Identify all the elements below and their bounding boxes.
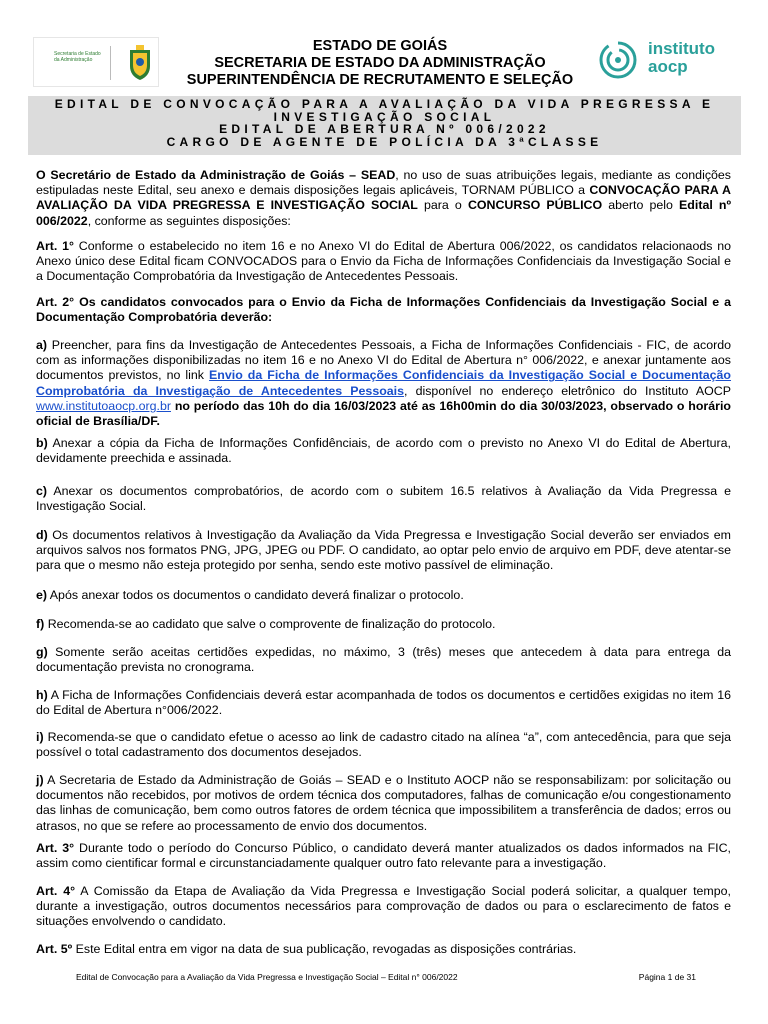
item-a bbox=[36, 338, 731, 429]
page-footer bbox=[76, 972, 696, 982]
instituto-aocp-website-link[interactable]: www.institutoaocp.org.br bbox=[36, 398, 171, 413]
intro-text-3: aberto pelo bbox=[602, 198, 680, 213]
item-g bbox=[36, 645, 731, 675]
intro-text-2: para o bbox=[417, 198, 468, 213]
item-a-text-2: , disponível no endereço eletrônico do Instituto AOCP bbox=[404, 383, 731, 398]
document-header bbox=[160, 38, 600, 89]
banner-line-2: INVESTIGAÇÃO SOCIAL bbox=[273, 109, 496, 124]
intro-concurso: CONCURSO PÚBLICO bbox=[467, 198, 603, 213]
item-d bbox=[36, 528, 731, 574]
item-h-label: h) bbox=[36, 688, 48, 702]
banner-line-4: CARGO DE AGENTE DE POLÍCIA DA 3ªCLASSE bbox=[166, 134, 603, 149]
item-b-text: Anexar a cópia da Ficha de Informações Confidênciais, de acordo com o previsto no Anexo VI do Edital de Abertura, devidamente preechida e assinada. bbox=[36, 436, 731, 466]
aocp-word-instituto: instituto bbox=[648, 39, 716, 58]
item-a-text-1: Preencher, para fins da Investigação de Antecedentes Pessoais, a Ficha de Informações Confidenciais - FIC, de acordo com as informações disponibilizadas no item 16 e no Anexo VI do Edital de Abertura n° 006/2022, e anexar juntamente aos documentos previstos, no link bbox=[36, 338, 731, 383]
header-secretariat: SECRETARIA DE ESTADO DA ADMINISTRAÇÃO bbox=[214, 55, 546, 71]
page-number: Página 1 de 31 bbox=[638, 972, 696, 982]
item-g-label: g) bbox=[36, 645, 48, 659]
item-e-label: e) bbox=[36, 588, 48, 602]
footer-edital-reference: Edital de Convocação para a Avaliação da Vida Pregressa e Investigação Social – Edital n° 006/2022 bbox=[76, 972, 458, 982]
intro-text-1: , no uso de suas atribuições legais, mediante as condições estipuladas neste Edital, seu anexo e demais disposições legais aplicáveis, TORNAM PÚBLICO a bbox=[36, 168, 732, 198]
item-j bbox=[36, 773, 731, 834]
goias-government-logo bbox=[33, 37, 159, 87]
item-j-text: A Secretaria de Estado da Administração de Goiás – SEAD e o Instituto AOCP não se responsabilizam: por solicitação ou documentos não recebidos, por motivos de ordem técnica dos computadores, falhas de comunicação e/ou congestionamento das linhas de comunicação, bem como outros fatores de ordem técnica que impossibilitem a transferência de dados; erros ou atrasos, no que se refere ao processamento de envio dos documentos. bbox=[36, 773, 731, 833]
edital-title-banner bbox=[28, 96, 741, 155]
article-5 bbox=[36, 942, 731, 957]
article-4 bbox=[36, 884, 731, 930]
item-d-text: Os documentos relativos à Investigação da Avaliação da Vida Pregressa e Investigação Social deverão ser enviados em arquivos salvos nos formatos PNG, JPG, JPEG ou PDF. O candidato, ao optar pelo envio de arquivo em PDF, deve atentar-se para que o mesmo não esteja protegido por senha, sendo este motivo passível de eliminação. bbox=[36, 528, 731, 573]
intro-convocation: CONVOCAÇÃO PARA A AVALIAÇÃO DA VIDA PREGRESSA E INVESTIGAÇÃO SOCIAL bbox=[36, 183, 731, 213]
article-2-label: Art. 2° bbox=[36, 295, 75, 309]
intro-secretary: O Secretário de Estado da Administração de Goiás – SEAD bbox=[36, 168, 396, 182]
envio-ficha-link[interactable]: Envio da Ficha de Informações Confidenciais da Investigação Social e Documentação Comprobatória da Investigação de Antecedentes Pessoais bbox=[36, 368, 732, 398]
header-superintendence: SUPERINTENDÊNCIA DE RECRUTAMENTO E SELEÇÃO bbox=[186, 72, 574, 88]
article-1-label: Art. 1° bbox=[36, 239, 74, 253]
banner-line-1: EDITAL DE CONVOCAÇÃO PARA A AVALIAÇÃO DA VIDA PREGRESSA E bbox=[54, 97, 715, 111]
article-5-text: Este Edital entra em vigor na data de sua publicação, revogadas as disposições contrárias. bbox=[72, 942, 577, 956]
banner-line-3: EDITAL DE ABERTURA Nº 006/2022 bbox=[219, 122, 550, 136]
article-2-text: Os candidatos convocados para o Envio da Ficha de Informações Confidenciais da Investigação Social e a Documentação Comprobatória deverão: bbox=[36, 295, 731, 325]
article-3-label: Art. 3° bbox=[36, 841, 75, 855]
item-e bbox=[36, 588, 731, 603]
aocp-emblem-icon bbox=[598, 40, 638, 80]
article-1 bbox=[36, 239, 731, 285]
item-a-label: a) bbox=[36, 338, 48, 352]
intro-text-4: , conforme as seguintes disposições: bbox=[87, 213, 291, 228]
item-c-text: Anexar os documentos comprobatórios, de acordo com o subitem 16.5 relativos à Avaliação da Vida Pregressa e Investigação Social. bbox=[36, 484, 731, 514]
item-i bbox=[36, 730, 731, 760]
article-1-text: Conforme o estabelecido no item 16 e no Anexo VI do Edital de Abertura 006/2022, os candidatos relacionaods no Anexo único dese Edital ficam CONVOCADOS para o Envio da Ficha de Informações Confidenciais da Investigação Social e a Documentação Comprobatória da Investigação de Antecedentes Pessoais. bbox=[36, 239, 731, 284]
logo-gov-text: Secretaria de Estado da Administração bbox=[54, 51, 101, 63]
article-3-text: Durante todo o período do Concurso Público, o candidato deverá manter atualizados os dados informados na FIC, assim como cientificar formal e circunstanciadamente qualquer outro fato relevante para a investigação. bbox=[36, 841, 731, 871]
intro-paragraph bbox=[36, 168, 731, 229]
article-2 bbox=[36, 295, 731, 325]
item-a-period: no período das 10h do dia 16/03/2023 até as 16h00min do dia 30/03/2023, observado o horário oficial de Brasília/DF. bbox=[36, 398, 731, 429]
item-f-label: f) bbox=[36, 617, 45, 631]
intro-edital-number: Edital nº 006/2022 bbox=[36, 198, 731, 228]
item-f bbox=[36, 617, 731, 632]
instituto-aocp-logo bbox=[598, 38, 728, 82]
aocp-wordmark bbox=[648, 40, 715, 76]
item-d-label: d) bbox=[36, 528, 48, 542]
item-e-text: Após anexar todos os documentos o candidato deverá finalizar o protocolo. bbox=[47, 588, 464, 602]
item-i-text: Recomenda-se que o candidato efetue o acesso ao link de cadastro citado na alínea “a”, com antecedência, para que seja possível o total cadastramento dos documentos desejados. bbox=[36, 730, 731, 760]
article-5-label: Art. 5º bbox=[36, 942, 73, 956]
item-c-label: c) bbox=[36, 484, 48, 498]
logo-divider bbox=[110, 46, 111, 80]
article-3 bbox=[36, 841, 731, 871]
article-4-text: A Comissão da Etapa de Avaliação da Vida Pregressa e Investigação Social poderá solicitar, a qualquer tempo, durante a investigação, outros documentos necessários para comprovação de dados ou para o esclarecimento de fatos e situações envolvendo o candidato. bbox=[36, 884, 731, 929]
header-state: ESTADO DE GOIÁS bbox=[312, 38, 448, 54]
item-b-label: b) bbox=[36, 436, 48, 450]
item-c bbox=[36, 484, 731, 514]
aocp-word-aocp: aocp bbox=[648, 57, 688, 76]
item-h-text: A Ficha de Informações Confidenciais deverá estar acompanhada de todos os documentos e certidões exigidas no item 16 do Edital de Abertura n°006/2022. bbox=[36, 688, 731, 718]
item-b bbox=[36, 436, 731, 466]
item-j-label: j) bbox=[36, 773, 44, 787]
article-4-label: Art. 4° bbox=[36, 884, 76, 898]
item-f-text: Recomenda-se ao cadidato que salve o comprovente de finalização do protocolo. bbox=[44, 617, 496, 631]
item-h bbox=[36, 688, 731, 718]
item-g-text: Somente serão aceitas certidões expedidas, no máximo, 3 (três) meses que antecedem à data para entrega da documentação prevista no cronograma. bbox=[36, 645, 731, 675]
coat-of-arms-icon bbox=[126, 44, 154, 82]
item-i-label: i) bbox=[36, 730, 44, 744]
